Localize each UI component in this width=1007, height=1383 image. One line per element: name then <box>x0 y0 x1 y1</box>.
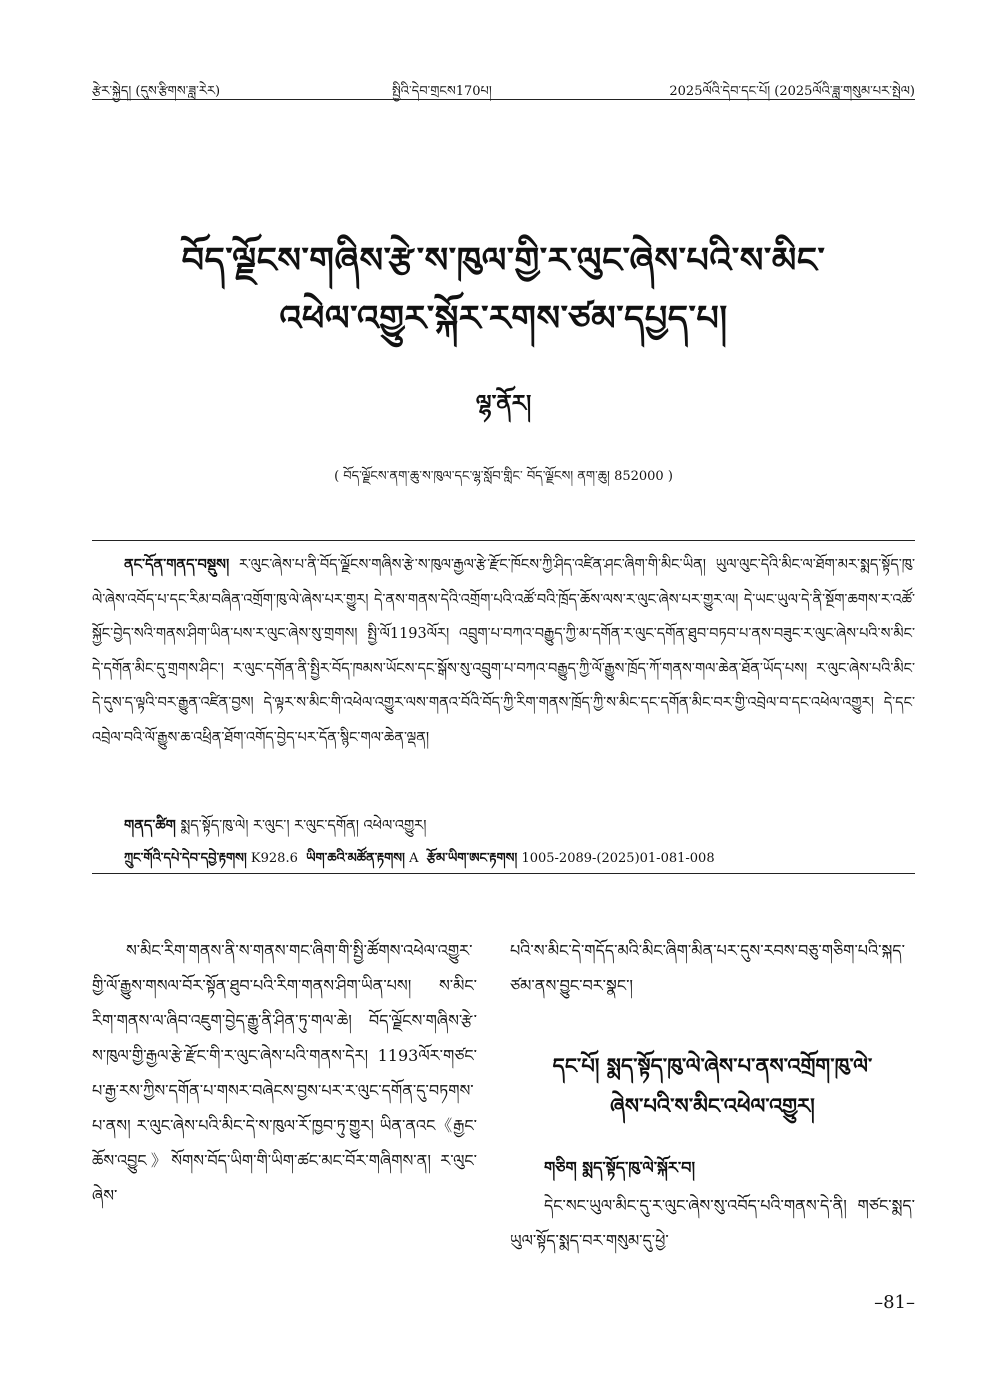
author-name: ལྷ་ནོར། <box>475 390 532 417</box>
section-heading-line-1: དང་པོ། སྨད་སྟོད་ཁུ་ལེ་ཞེས་པ་ནས་འགྲོག་ཁུ་ལེ་ <box>552 1053 873 1078</box>
body-column-right-lower <box>510 1188 915 1258</box>
abstract-paragraph <box>92 548 915 755</box>
body-column-left <box>92 933 477 1213</box>
body-paragraph: དེང་སང་ཡུལ་མིང་དུ་ར་ལུང་ཞེས་སུ་འབོད་པའི་གནས་དེ་ནི། གཙང་སྨད་ཡུལ་སྟོད་སྨད་བར་གསུམ་དུ་ཕྱེ་ <box>510 1196 915 1250</box>
article-id-label: རྩོམ་ཡིག་ཨང་རྟགས། <box>426 851 518 866</box>
journal-name: རྩེར་སྐྱེད། (དུས་རྩིགས་ཟླ་རེར) <box>92 84 221 99</box>
abstract-label: ནང་དོན་གནད་བསྡུས། <box>124 556 230 573</box>
article-title-line-1: བོད་ལྗོངས་གཞིས་རྩེ་ས་ཁུལ་གྱི་ར་ལུང་ཞེས་པའི་ས་མིང་ <box>181 240 826 281</box>
page-number: –81– <box>874 1292 915 1313</box>
abstract-bottom-rule <box>92 873 915 874</box>
doc-code-label: ཡིག་ཆའི་མཚོན་རྟགས། <box>306 851 405 866</box>
clc-value: K928.6 <box>246 851 298 866</box>
section-heading <box>510 1046 915 1126</box>
abstract-top-rule <box>92 540 915 541</box>
keywords-label: གནད་ཚིག <box>124 817 176 834</box>
issue-total: སྤྱིའི་དེབ་གྲངས170པ། <box>392 84 492 99</box>
clc-label: ཀྲུང་གོའི་དཔེ་དེབ་དབྱེ་རྟགས། <box>124 851 247 866</box>
body-column-right <box>510 933 915 1003</box>
body-paragraph: ས་མིང་རིག་གནས་ནི་ས་གནས་གང་ཞིག་གི་སྤྱི་ཚོགས་འཕེལ་འགྱུར་གྱི་ལོ་རྒྱུས་གསལ་བོར་སྟོན་ཐུབ་པའི་རིག་གནས་ཤིག་ཡིན་པས། ས་མིང་རིག་གནས་ལ་ཞིབ་འཇུག་བྱེད་རྒྱུ་ནི་ཤིན་ཏུ་གལ་ཆེ། བོད་ལྗོངས་གཞིས་རྩེ་ས་ཁུལ་གྱི་རྒྱལ་རྩེ་རྫོང་གི་ར་ལུང་ཞེས་པའི་གནས་དེར། 1193ལོར་གཙང་པ་རྒྱ་རས་ཀྱིས་དགོན་པ་གསར་བཞེངས་བྱས་པར་ར་ལུང་དགོན་དུ་བཏགས་པ་ནས། ར་ལུང་ཞེས་པའི་མིང་དེ་ས་ཁུལ་ཪོ་ཁྱབ་ཏུ་གྱུར། ཡིན་ནའང《རྒྱང་ཆོས་འབྱུང》སོགས་བོད་ཡིག་གི་ཡིག་ཚང་མང་བོར་གཞིགས་ན། ར་ལུང་ཞེས་ <box>92 941 477 1205</box>
running-header <box>92 76 915 100</box>
doc-code-value: A <box>404 851 419 866</box>
section-heading-line-2: ཞེས་པའི་ས་མིང་འཕེལ་འགྱུར། <box>610 1093 815 1118</box>
article-id-value: 1005-2089-(2025)01-081-008 <box>517 851 715 866</box>
abstract-text: ར་ལུང་ཞེས་པ་ནི་བོད་ལྗོངས་གཞིས་རྩེ་ས་ཁུལ་རྒྱལ་རྩེ་རྫོང་ཁོངས་ཀྱི་ཤིད་འཛིན་ཤང་ཞིག་གི་མིང་ཡིན། ཡུལ་ལུང་དེའི་མིང་ལ་ཐོག་མར་སྨད་སྟོད་ཁུ་ལེ་ཞེས་འབོད་པ་དང་རིམ་བཞིན་འགྲོག་ཁུ་ལེ་ཞེས་པར་གྱུར། དེ་ནས་གནས་དེའི་འགྲོག་པའི་འཚོ་བའི་ཁྲོད་ཆོས་ལས་ར་ལུང་ཞེས་པར་གྱུར་ལ། དེ་ཡང་ཡུལ་དེ་ནི་སྔོག་ཆགས་ར་འཚོ་སྐྱོང་བྱེད་སའི་གནས་ཤིག་ཡིན་པས་ར་ལུང་ཞེས་སུ་གྲགས། སྤྱི་ལོ1193ལོར། འབྲུག་པ་བཀའ་བརྒྱུད་ཀྱི་མ་དགོན་ར་ལུང་དགོན་ཐུབ་བཏབ་པ་ནས་བཟུང་ར་ལུང་ཞེས་པའི་ས་མིང་དེ་དགོན་མིང་དུ་གྲགས་ཤིང་། ར་ལུང་དགོན་ནི་སྤྱིར་བོད་ཁམས་ཡོངས་དང་སྒོས་སུ་འབྲུག་པ་བཀའ་བརྒྱུད་ཀྱི་ལོ་རྒྱུས་ཁྲོད་ཀོ་གནས་གལ་ཆེན་ཐོན་ཡོད་པས། ར་ལུང་ཞེས་པའི་མིང་དེ་དུས་ད་ལྟའི་བར་རྒྱུན་འཛིན་བྱས། དེ་ལྟར་ས་མིང་གི་འཕེལ་འགྱུར་ལས་གནའ་བོའི་བོད་ཀྱི་རིག་གནས་ཁྲོད་ཀྱི་ས་མིང་དང་དགོན་མིང་བར་གྱི་འབྲེལ་བ་དང་འཕེལ་འགྱུར། དེ་དང་འབྲེལ་བའི་ལོ་རྒྱུས་ཆ་འཕྲིན་ཐོག་འགོད་བྱེད་པར་དོན་སྙིང་གལ་ཆེན་ལྡན། <box>92 557 915 746</box>
article-title-line-2: འཕེལ་འགྱུར་སྐོར་རགས་ཙམ་དཔྱད་པ། <box>279 298 728 339</box>
subsection-heading: གཅིག སྨད་སྟོད་ཁུ་ལེ་སྐོར་བ། <box>544 1158 695 1177</box>
issue-date: 2025ལོའི་དེབ་དང་པོ། (2025ལོའི་ཟླ་གསུམ་པར་སྤེལ) <box>669 84 915 99</box>
author-affiliation: ( བོད་ལྗོངས་ནག་ཆུ་ས་ཁུལ་དང་ལྷ་སློབ་གླིང་ བོད་ལྗོངས། ནག་ཆུ། 852000 ) <box>334 469 673 484</box>
classification-line <box>124 843 715 880</box>
abstract-block <box>92 548 915 755</box>
body-paragraph-continued: པའི་ས་མིང་དེ་གདོད་མའི་མིང་ཞིག་མིན་པར་དུས་རབས་བཅུ་གཅིག་པའི་སྐད་ཙམ་ནས་བྱུང་བར་སྣང་། <box>510 941 905 995</box>
keywords-text: སྨད་སྟོད་ཁུ་ལེ། ར་ལུང་། ར་ལུང་དགོན། འཕེལ་འགྱུར། <box>175 818 427 834</box>
header-divider <box>92 99 915 100</box>
